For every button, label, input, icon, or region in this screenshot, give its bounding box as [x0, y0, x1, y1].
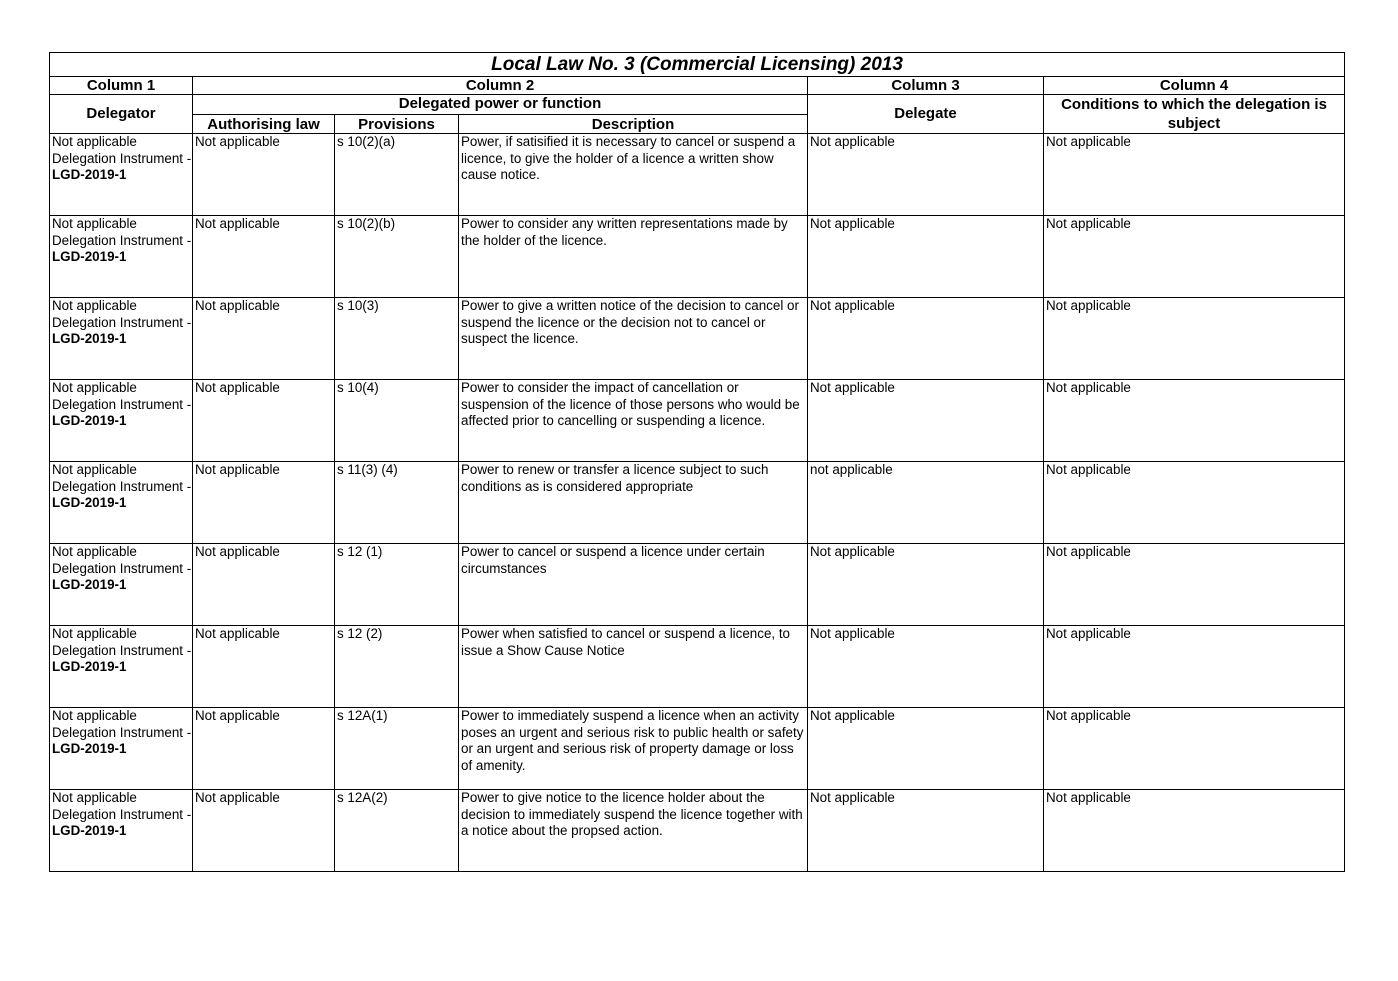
- delegator-cell: Not applicable Delegation Instrument - LGD-2019-1: [50, 626, 193, 708]
- description-cell: Power to renew or transfer a licence subject to such conditions as is considered appropriate: [459, 462, 808, 544]
- delegate-cell: Not applicable: [808, 298, 1044, 380]
- conditions-cell: Not applicable: [1044, 626, 1345, 708]
- instrument-label: Delegation Instrument -: [52, 314, 192, 330]
- instrument-label: Delegation Instrument -: [52, 150, 192, 166]
- provision-cell: s 12 (1): [335, 544, 459, 626]
- instrument-code: LGD-2019-1: [52, 167, 127, 182]
- conditions-header: Conditions to which the delegation is subject: [1044, 95, 1345, 134]
- column-2-header: Column 2: [193, 77, 808, 95]
- description-cell: Power to give a written notice of the decision to cancel or suspend the licence or the decision not to cancel or suspect the licence.: [459, 298, 808, 380]
- provision-cell: s 10(4): [335, 380, 459, 462]
- authorising-law-header: Authorising law: [193, 114, 335, 134]
- authorising-law-cell: Not applicable: [193, 216, 335, 298]
- delegate-cell: Not applicable: [808, 380, 1044, 462]
- provision-cell: s 10(3): [335, 298, 459, 380]
- description-cell: Power to consider the impact of cancellation or suspension of the licence of those persons who would be affected prior to cancelling or suspending a licence.: [459, 380, 808, 462]
- instrument-label: Delegation Instrument -: [52, 724, 192, 740]
- conditions-cell: Not applicable: [1044, 544, 1345, 626]
- description-cell: Power to immediately suspend a licence when an activity poses an urgent and serious risk to public health or safety or an urgent and serious risk of property damage or loss of amenity.: [459, 708, 808, 790]
- provision-cell: s 10(2)(a): [335, 134, 459, 216]
- table-row: [50, 544, 1345, 626]
- conditions-cell: Not applicable: [1044, 134, 1345, 216]
- delegator-cell: Not applicable Delegation Instrument - LGD-2019-1: [50, 134, 193, 216]
- delegation-table: [49, 52, 1345, 872]
- table-row: [50, 134, 1345, 216]
- delegator-cell: Not applicable Delegation Instrument - LGD-2019-1: [50, 298, 193, 380]
- provisions-header: Provisions: [335, 114, 459, 134]
- table-row: [50, 462, 1345, 544]
- delegate-cell: Not applicable: [808, 134, 1044, 216]
- delegator-cell: Not applicable Delegation Instrument - LGD-2019-1: [50, 380, 193, 462]
- authorising-law-cell: Not applicable: [193, 134, 335, 216]
- column-1-header: Column 1: [50, 77, 193, 95]
- conditions-cell: Not applicable: [1044, 380, 1345, 462]
- description-header: Description: [459, 114, 808, 134]
- delegate-cell: Not applicable: [808, 708, 1044, 790]
- table-row: [50, 380, 1345, 462]
- authorising-law-cell: Not applicable: [193, 380, 335, 462]
- description-cell: Power to cancel or suspend a licence under certain circumstances: [459, 544, 808, 626]
- conditions-cell: Not applicable: [1044, 298, 1345, 380]
- delegator-cell: Not applicable Delegation Instrument - LGD-2019-1: [50, 544, 193, 626]
- delegator-header: Delegator: [50, 95, 193, 134]
- provision-cell: s 12A(1): [335, 708, 459, 790]
- delegate-cell: Not applicable: [808, 216, 1044, 298]
- authorising-law-cell: Not applicable: [193, 462, 335, 544]
- conditions-cell: Not applicable: [1044, 708, 1345, 790]
- delegated-power-header: Delegated power or function: [193, 95, 808, 115]
- instrument-code: LGD-2019-1: [52, 331, 127, 346]
- instrument-code: LGD-2019-1: [52, 741, 127, 756]
- authorising-law-cell: Not applicable: [193, 544, 335, 626]
- column-3-header: Column 3: [808, 77, 1044, 95]
- instrument-label: Delegation Instrument -: [52, 478, 192, 494]
- provision-cell: s 12A(2): [335, 790, 459, 872]
- authorising-law-cell: Not applicable: [193, 626, 335, 708]
- provision-cell: s 11(3) (4): [335, 462, 459, 544]
- instrument-label: Delegation Instrument -: [52, 642, 192, 658]
- description-cell: Power to give notice to the licence holder about the decision to immediately suspend the licence together with a notice about the propsed action.: [459, 790, 808, 872]
- instrument-code: LGD-2019-1: [52, 495, 127, 510]
- conditions-cell: Not applicable: [1044, 216, 1345, 298]
- delegator-cell: Not applicable Delegation Instrument - LGD-2019-1: [50, 790, 193, 872]
- delegate-cell: Not applicable: [808, 790, 1044, 872]
- instrument-label: Delegation Instrument -: [52, 806, 192, 822]
- authorising-law-cell: Not applicable: [193, 298, 335, 380]
- instrument-code: LGD-2019-1: [52, 659, 127, 674]
- delegate-cell: not applicable: [808, 462, 1044, 544]
- conditions-cell: Not applicable: [1044, 462, 1345, 544]
- instrument-code: LGD-2019-1: [52, 577, 127, 592]
- table-row: [50, 708, 1345, 790]
- instrument-label: Delegation Instrument -: [52, 396, 192, 412]
- column-4-header: Column 4: [1044, 77, 1345, 95]
- instrument-label: Delegation Instrument -: [52, 232, 192, 248]
- description-cell: Power to consider any written representations made by the holder of the licence.: [459, 216, 808, 298]
- instrument-code: LGD-2019-1: [52, 413, 127, 428]
- table-row: [50, 216, 1345, 298]
- delegate-header: Delegate: [808, 95, 1044, 134]
- description-cell: Power when satisfied to cancel or suspend a licence, to issue a Show Cause Notice: [459, 626, 808, 708]
- table-row: [50, 298, 1345, 380]
- description-cell: Power, if satisified it is necessary to cancel or suspend a licence, to give the holder of a licence a written show cause notice.: [459, 134, 808, 216]
- instrument-code: LGD-2019-1: [52, 823, 127, 838]
- delegator-cell: Not applicable Delegation Instrument - LGD-2019-1: [50, 462, 193, 544]
- instrument-code: LGD-2019-1: [52, 249, 127, 264]
- delegator-cell: Not applicable Delegation Instrument - LGD-2019-1: [50, 216, 193, 298]
- provision-cell: s 12 (2): [335, 626, 459, 708]
- delegator-cell: Not applicable Delegation Instrument - LGD-2019-1: [50, 708, 193, 790]
- authorising-law-cell: Not applicable: [193, 708, 335, 790]
- delegate-cell: Not applicable: [808, 626, 1044, 708]
- table-title: Local Law No. 3 (Commercial Licensing) 2013: [50, 53, 1345, 77]
- instrument-label: Delegation Instrument -: [52, 560, 192, 576]
- table-row: [50, 790, 1345, 872]
- table-row: [50, 626, 1345, 708]
- delegate-cell: Not applicable: [808, 544, 1044, 626]
- conditions-cell: Not applicable: [1044, 790, 1345, 872]
- authorising-law-cell: Not applicable: [193, 790, 335, 872]
- provision-cell: s 10(2)(b): [335, 216, 459, 298]
